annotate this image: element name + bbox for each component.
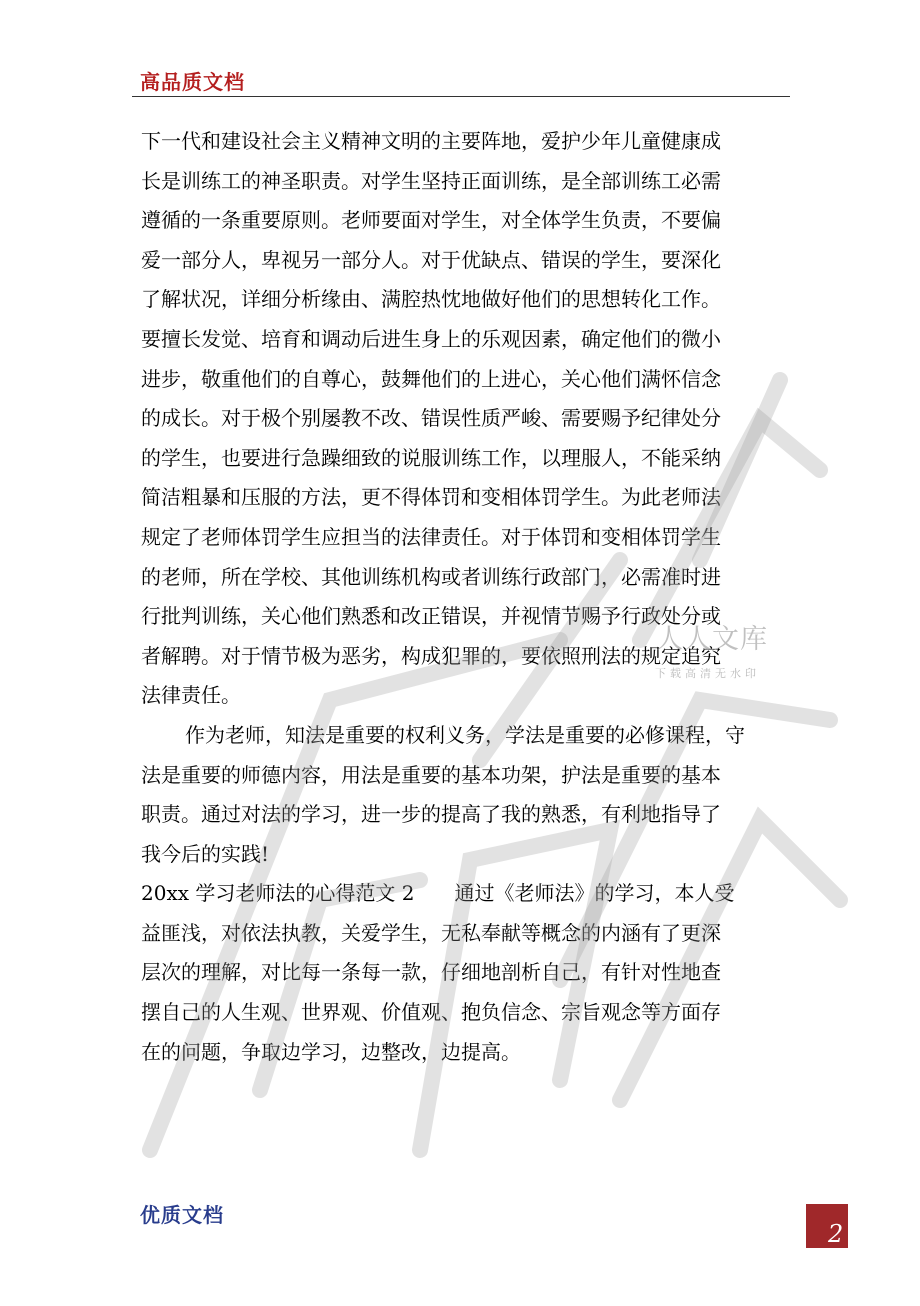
body-line: 层次的理解，对比每一条每一款，仔细地剖析自己，有针对性地查 — [141, 960, 721, 985]
body-line: 进步，敬重他们的自尊心，鼓舞他们的上进心，关心他们满怀信念 — [141, 366, 721, 391]
body-line: 法是重要的师德内容，用法是重要的基本功架，护法是重要的基本 — [141, 762, 721, 787]
body-line: 者解聘。对于情节极为恶劣，构成犯罪的，要依照刑法的规定追究 — [141, 643, 721, 668]
body-line: 长是训练工的神圣职责。对学生坚持正面训练，是全部训练工必需 — [141, 168, 721, 193]
page-number: 2 — [828, 1220, 844, 1248]
body-line: 益匪浅，对依法执教，关爱学生，无私奉献等概念的内涵有了更深 — [141, 920, 721, 945]
body-line: 下一代和建设社会主义精神文明的主要阵地，爱护少年儿童健康成 — [141, 129, 721, 153]
body-line: 了解状况，详细分析缘由、满腔热忱地做好他们的思想转化工作。 — [141, 287, 721, 312]
section-heading: 20xx 学习老师法的心得范文 2 — [141, 881, 415, 906]
body-line-start: 通过《老师法》的学习，本人受 — [454, 881, 735, 906]
watermark-subtitle: 下载高清无水印 — [655, 667, 760, 680]
body-line: 爱一部分人，卑视另一部分人。对于优缺点、错误的学生，要深化 — [141, 247, 721, 272]
body-line: 我今后的实践! — [141, 841, 270, 866]
body-line: 要擅长发觉、培育和调动后进生身上的乐观因素，确定他们的微小 — [141, 326, 721, 351]
body-line: 的成长。对于极个别屡教不改、错误性质严峻、需要赐予纪律处分 — [141, 406, 721, 431]
body-line: 作为老师，知法是重要的权利义务，学法是重要的必修课程，守 — [185, 722, 745, 747]
body-line: 遵循的一条重要原则。老师要面对学生，对全体学生负责，不要偏 — [141, 208, 721, 233]
body-line: 摆自己的人生观、世界观、价值观、抱负信念、宗旨观念等方面存 — [141, 1000, 721, 1025]
body-line: 简洁粗暴和压服的方法，更不得体罚和变相体罚学生。为此老师法 — [141, 485, 721, 510]
section-heading-line — [141, 874, 801, 914]
watermark-brand: 人人文库 — [656, 624, 768, 655]
body-line: 规定了老师体罚学生应担当的法律责任。对于体罚和变相体罚学生 — [141, 524, 721, 549]
body-line: 行批判训练，关心他们熟悉和改正错误，并视情节赐予行政处分或 — [141, 604, 721, 629]
footer-title: 优质文档 — [140, 1203, 224, 1227]
header-title: 高品质文档 — [140, 70, 245, 94]
header-divider — [132, 96, 790, 97]
body-line: 职责。通过对法的学习，进一步的提高了我的熟悉，有利地指导了 — [141, 802, 721, 827]
body-line: 在的问题，争取边学习，边整改，边提高。 — [141, 1039, 521, 1064]
body-line: 的老师，所在学校、其他训练机构或者训练行政部门，必需准时进 — [141, 564, 721, 589]
body-line: 的学生，也要进行急躁细致的说服训练工作，以理服人，不能采纳 — [141, 445, 721, 470]
body-line: 法律责任。 — [141, 683, 241, 708]
document-body — [141, 122, 801, 1072]
